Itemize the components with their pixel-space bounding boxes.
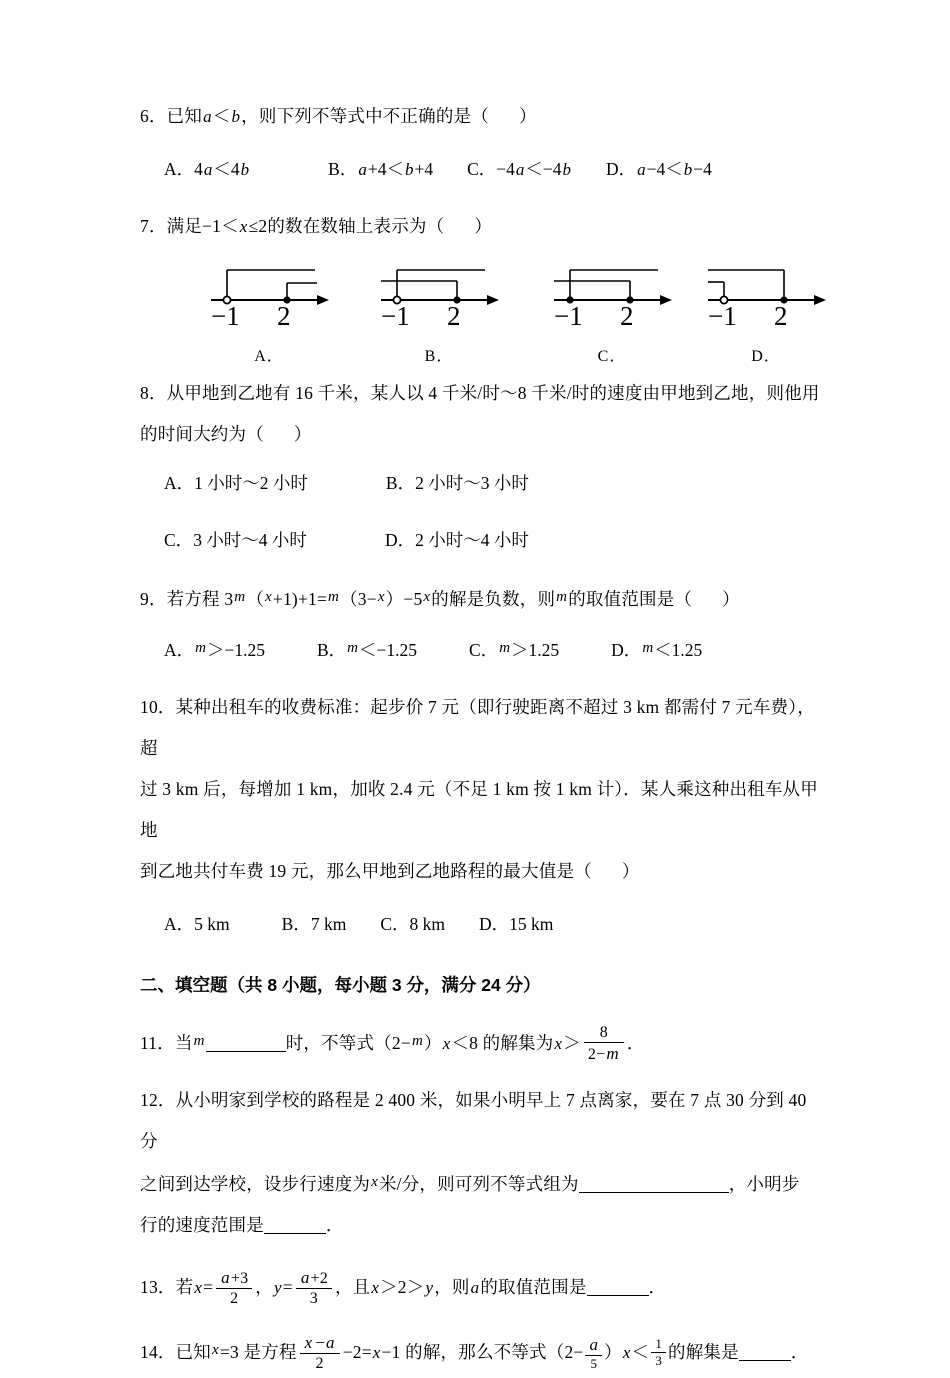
q9-var-x2: x <box>377 589 385 605</box>
q8-option-c-text: 3 小时～4 小时 <box>193 530 307 550</box>
q8-option-d-label: D． <box>384 530 416 550</box>
q14-fraction-1 <box>300 1333 340 1374</box>
worksheet-content <box>140 96 820 1378</box>
q8-option-b <box>386 463 529 504</box>
q13-number: 13． <box>140 1277 176 1297</box>
numberline-b-label-right: 2 <box>447 301 461 331</box>
q10-option-b <box>282 904 347 945</box>
q10-option-b-label: B． <box>281 914 311 934</box>
numberline-diagram-b <box>375 257 503 365</box>
q13-fraction-2-numerator <box>296 1268 332 1290</box>
q6-option-d <box>606 149 712 190</box>
q6-option-d-v2: b <box>683 160 693 179</box>
q14-t2: =3 是方程 <box>219 1342 297 1362</box>
q13-t4: = <box>282 1277 293 1297</box>
q12-line-1 <box>140 1080 820 1162</box>
q9-option-d-rel: ＜ <box>654 640 672 660</box>
q9-option-a-rel: ＞ <box>206 640 225 660</box>
q12-text-1: 从小明家到学校的路程是 2 400 米，如果小明早上 7 点离家，要在 7 点 30 分到 40 分 <box>140 1090 807 1151</box>
q14-fraction-2-numerator: a <box>585 1335 602 1356</box>
q7-stem-b: 的数在数轴上表示为（ <box>267 216 445 236</box>
q10-text-2: 过 3 km 后，每增加 1 km，加收 2.4 元（不足 1 km 按 1 km 计）．某人乘这种出租车从甲地 <box>140 779 818 840</box>
q9-option-a-var: m <box>195 640 206 656</box>
q11-fraction-numerator: 8 <box>584 1024 624 1044</box>
q6-option-b <box>328 149 433 190</box>
q9-option-b-rel: ＜ <box>359 640 377 660</box>
q9-option-d-value: 1.25 <box>671 640 703 660</box>
q14-fraction-3 <box>651 1337 666 1369</box>
numberline-c-label-left: −1 <box>554 301 583 331</box>
q10-option-c <box>380 904 445 945</box>
q13-var-y: y <box>273 1278 282 1297</box>
q12-line-3 <box>140 1205 820 1246</box>
q6-option-c-v2: b <box>562 160 572 179</box>
q9-option-c-label: C． <box>469 640 499 660</box>
q10-text-1: 某种出租车的收费标准：起步价 7 元（即行驶距离不超过 3 km 都需付 7 元车费），超 <box>140 697 815 758</box>
q12-blank-1[interactable] <box>579 1177 729 1193</box>
q6-option-d-v1: a <box>637 160 646 179</box>
q7-var-x: x <box>239 217 248 236</box>
question-8 <box>140 373 820 455</box>
q12-text-2a: 之间到达学校，设步行速度为 <box>140 1174 371 1194</box>
q14-t4: −1 的解，那么不等式（2− <box>381 1342 584 1362</box>
q9-option-c-rel: ＞ <box>511 640 529 660</box>
q9-var-m2: m <box>328 589 340 605</box>
numberline-option-label-d: D． <box>751 348 781 365</box>
q11-t5: ＞ <box>563 1033 581 1053</box>
q13-t2: = <box>203 1277 214 1297</box>
q11-fraction <box>584 1024 624 1065</box>
q7-lt: ＜ <box>221 216 239 236</box>
q10-line-2 <box>140 769 820 851</box>
question-14 <box>140 1325 820 1378</box>
q8-text-1: 从甲地到乙地有 16 千米，某人以 4 千米/时～8 千米/时的速度由甲地到乙地，则他用 <box>166 383 820 403</box>
q14-t1: 已知 <box>175 1342 212 1362</box>
q12-line-2 <box>140 1162 820 1205</box>
q13-frac1-num-var: a <box>221 1267 230 1287</box>
q12-number: 12． <box>140 1090 176 1110</box>
q7-stem-c: ） <box>474 216 493 236</box>
q14-fraction-1-denominator: 2 <box>315 1355 324 1373</box>
q10-option-d <box>479 904 553 945</box>
q9-part-8: ） <box>722 589 740 609</box>
q11-t4: ＜8 的解集为 <box>451 1033 554 1053</box>
q8-option-b-text: 2 小时～3 小时 <box>415 473 529 493</box>
q10-option-d-label: D． <box>479 914 510 934</box>
section-two-heading: 二、填空题（共 8 小题，每小题 3 分，满分 24 分） <box>140 975 541 995</box>
q8-option-a-text: 1 小时～2 小时 <box>194 473 308 493</box>
q14-t5: ） <box>604 1342 622 1362</box>
numberline-option-label-a: A． <box>254 348 284 365</box>
q10-line-3 <box>140 851 820 892</box>
q13-var-a: a <box>470 1278 480 1297</box>
q9-part-7: 的取值范围是（ <box>568 589 693 609</box>
q14-var-x3: x <box>622 1343 631 1362</box>
q9-option-a-value: −1.25 <box>224 640 265 660</box>
q9-option-c-var: m <box>499 640 511 656</box>
q9-part-2: （ <box>246 589 265 609</box>
q8-option-d <box>385 520 529 561</box>
q11-var-x1: x <box>442 1034 451 1053</box>
q8-option-c-label: C． <box>164 530 194 550</box>
question-13 <box>140 1262 820 1313</box>
q8-text-2-tail: ） <box>293 424 312 444</box>
q8-option-a-label: A． <box>164 473 195 493</box>
q9-option-d <box>611 628 702 671</box>
q13-blank-1[interactable] <box>587 1280 649 1296</box>
q9-option-a-label: A． <box>164 640 195 660</box>
q10-option-d-text: 15 km <box>509 914 554 934</box>
q6-option-a-op: ＜ <box>213 159 231 179</box>
question-8-options-row-2 <box>140 520 820 561</box>
q11-t2: 时，不等式（2− <box>285 1033 411 1053</box>
q14-t3: −2= <box>342 1342 372 1362</box>
question-10-options <box>140 904 820 945</box>
q10-option-a-text: 5 km <box>194 914 230 934</box>
q6-stem-a: 已知 <box>166 106 203 126</box>
q9-option-b-var: m <box>347 640 359 656</box>
q14-t6: ＜ <box>631 1342 650 1362</box>
q6-option-b-label: B． <box>328 159 358 179</box>
q9-part-1: 若方程 3 <box>166 589 234 609</box>
q6-option-a-t2: 4 <box>230 159 240 179</box>
q6-option-c-op: ＜ <box>525 159 543 179</box>
q9-option-c-value: 1.25 <box>528 640 560 660</box>
q8-text-2: 的时间大约为（ <box>140 424 264 444</box>
question-11 <box>140 1017 820 1068</box>
q8-option-c <box>164 520 307 561</box>
q6-option-c-label: C． <box>467 159 497 179</box>
q6-option-a-v1: a <box>203 160 213 179</box>
q12-text-3b: ． <box>325 1215 344 1235</box>
numberline-option-label-b: B． <box>424 348 454 365</box>
q9-part-6: 的解是负数，则 <box>431 589 556 609</box>
question-8-options-row-1 <box>140 463 820 504</box>
q8-number: 8． <box>140 383 167 403</box>
question-7-diagrams <box>140 257 820 365</box>
q11-var-m2: m <box>411 1033 423 1049</box>
q10-line-1 <box>140 687 820 769</box>
q9-option-b-label: B． <box>316 640 347 660</box>
q13-t1: 若 <box>175 1277 194 1297</box>
q6-option-c <box>467 149 572 190</box>
q9-option-b-value: −1.25 <box>376 640 418 660</box>
q9-option-a <box>164 628 265 671</box>
numberline-diagram-c <box>548 257 676 365</box>
q12-text-2b: 米/分，则可列不等式组为 <box>378 1174 579 1194</box>
q12-var-x: x <box>371 1174 378 1190</box>
q9-option-d-var: m <box>642 640 654 656</box>
q10-text-3-tail: ） <box>621 861 640 881</box>
q8-option-a <box>164 463 308 504</box>
q6-option-c-v1: a <box>515 160 525 179</box>
q12-blank-2[interactable] <box>264 1218 326 1234</box>
q13-fraction-1 <box>216 1268 252 1309</box>
q14-fraction-2-denominator: 5 <box>590 1355 598 1371</box>
q13-var-x1: x <box>194 1278 203 1297</box>
q7-le: ≤ <box>248 216 259 236</box>
q14-t7: 的解集是 <box>668 1342 739 1362</box>
q7-expr-2: 2 <box>258 216 268 236</box>
q13-fraction-2 <box>296 1268 332 1309</box>
q14-blank-1[interactable] <box>739 1345 791 1361</box>
q13-var-x2: x <box>371 1278 380 1297</box>
question-9-options <box>140 628 820 671</box>
q11-t3: ） <box>423 1033 442 1053</box>
numberline-d-label-right: 2 <box>774 301 788 331</box>
q13-t5: ，且 <box>334 1277 371 1297</box>
q13-t9: ． <box>648 1277 667 1297</box>
q6-option-a <box>164 149 250 190</box>
q14-t8: ． <box>790 1342 809 1362</box>
q10-option-a <box>164 904 230 945</box>
q7-expr-1: −1 <box>202 216 222 236</box>
q11-var-x2: x <box>554 1034 563 1053</box>
q13-fraction-2-denominator: 3 <box>309 1290 318 1308</box>
q6-option-c-t2: −4 <box>542 159 562 179</box>
q11-number: 11． <box>140 1033 175 1053</box>
q14-fraction-2 <box>585 1335 602 1372</box>
q9-part-4: （3− <box>340 589 377 609</box>
q14-var-x2: x <box>372 1343 381 1362</box>
q7-number: 7． <box>140 216 167 236</box>
q10-text-3: 到乙地共付车费 19 元，那么甲地到乙地路程的最大值是（ <box>140 861 592 881</box>
q13-fraction-1-numerator <box>216 1268 252 1290</box>
q6-option-a-t1: 4 <box>194 159 203 179</box>
q6-option-b-op: ＜ <box>386 159 404 179</box>
q14-fraction-3-numerator: 1 <box>651 1337 666 1354</box>
q9-var-x3: x <box>423 589 431 605</box>
q6-option-a-label: A． <box>164 159 195 179</box>
q9-var-x1: x <box>265 589 272 605</box>
q13-frac2-num-var: a <box>300 1267 310 1287</box>
q9-var-m3: m <box>556 589 568 605</box>
q12-text-2c: ，小明步 <box>728 1174 800 1194</box>
q12-text-3a: 行的速度范围是 <box>140 1215 264 1235</box>
q6-lt: ＜ <box>212 106 231 126</box>
numberline-diagram-d <box>702 257 830 365</box>
q6-option-d-op: ＜ <box>665 159 683 179</box>
q8-option-b-label: B． <box>385 473 416 493</box>
question-9 <box>140 577 820 620</box>
q6-number: 6． <box>140 106 167 126</box>
q6-option-b-t2: +4 <box>414 159 434 179</box>
question-7 <box>140 206 820 247</box>
q8-line-2 <box>140 414 820 455</box>
q6-option-b-t1: +4 <box>367 159 387 179</box>
numberline-a-label-right: 2 <box>277 301 291 331</box>
q6-option-c-t1: −4 <box>496 159 515 179</box>
q13-t3: ， <box>255 1277 273 1297</box>
question-6 <box>140 96 820 137</box>
q11-t6: ． <box>626 1033 645 1053</box>
q9-option-d-label: D． <box>611 640 642 660</box>
numberline-d-label-left: −1 <box>708 301 737 331</box>
q9-option-c <box>469 628 559 671</box>
q9-part-3: +1)+1= <box>272 589 328 609</box>
q11-fraction-den-pre: 2− <box>587 1046 606 1064</box>
q10-option-c-text: 8 km <box>409 914 446 934</box>
q6-var-a: a <box>203 107 212 126</box>
q14-frac1-num-var: x <box>304 1332 313 1352</box>
q6-var-b: b <box>231 107 241 126</box>
q14-frac1-num-rest: −a <box>314 1332 335 1352</box>
q13-frac2-num-rest: +2 <box>310 1269 328 1287</box>
q13-t7: ，则 <box>434 1277 470 1297</box>
q6-option-d-t2: −4 <box>693 159 712 179</box>
q10-option-c-label: C． <box>380 914 410 934</box>
q9-var-m1: m <box>234 589 246 605</box>
q11-blank-1[interactable] <box>206 1036 286 1052</box>
q9-part-5: ）−5 <box>385 589 423 609</box>
q11-fraction-den-var: m <box>606 1044 619 1064</box>
q9-option-b <box>317 628 417 671</box>
numberline-diagram-a <box>205 257 333 365</box>
q13-t8: 的取值范围是 <box>480 1277 587 1297</box>
q9-number: 9． <box>140 589 167 609</box>
numberline-c-label-right: 2 <box>620 301 634 331</box>
q6-option-d-t1: −4 <box>646 159 666 179</box>
q14-number: 14． <box>140 1342 176 1362</box>
q6-option-a-v2: b <box>240 160 250 179</box>
q11-var-m1: m <box>193 1033 205 1049</box>
q6-option-b-v1: a <box>358 160 367 179</box>
question-12 <box>140 1080 820 1246</box>
q6-stem-b: ，则下列不等式中不正确的是（ <box>241 106 489 126</box>
q13-var-y2: y <box>425 1278 434 1297</box>
q13-t6: ＞2＞ <box>380 1277 425 1297</box>
q11-t1: 当 <box>174 1033 193 1053</box>
q7-stem-a: 满足 <box>166 216 203 236</box>
numberline-b-label-left: −1 <box>381 301 410 331</box>
q10-option-b-text: 7 km <box>310 914 347 934</box>
q8-line-1 <box>140 373 820 414</box>
q8-option-d-text: 2 小时～4 小时 <box>415 530 529 550</box>
question-10 <box>140 687 820 892</box>
q13-frac1-num-rest: +3 <box>230 1269 249 1287</box>
q14-fraction-3-denominator: 3 <box>655 1353 663 1369</box>
numberline-a-label-left: −1 <box>211 301 240 331</box>
question-6-options <box>140 149 820 190</box>
q13-fraction-1-denominator: 2 <box>230 1290 239 1308</box>
q11-fraction-denominator <box>584 1043 624 1064</box>
q6-stem-c: ） <box>518 106 537 126</box>
q6-option-b-v2: b <box>404 160 414 179</box>
q6-option-d-label: D． <box>606 159 637 179</box>
numberline-option-label-c: C． <box>597 348 627 365</box>
q14-var-x1: x <box>212 1342 219 1358</box>
q10-option-a-label: A． <box>164 914 195 934</box>
q10-number: 10． <box>140 697 176 717</box>
